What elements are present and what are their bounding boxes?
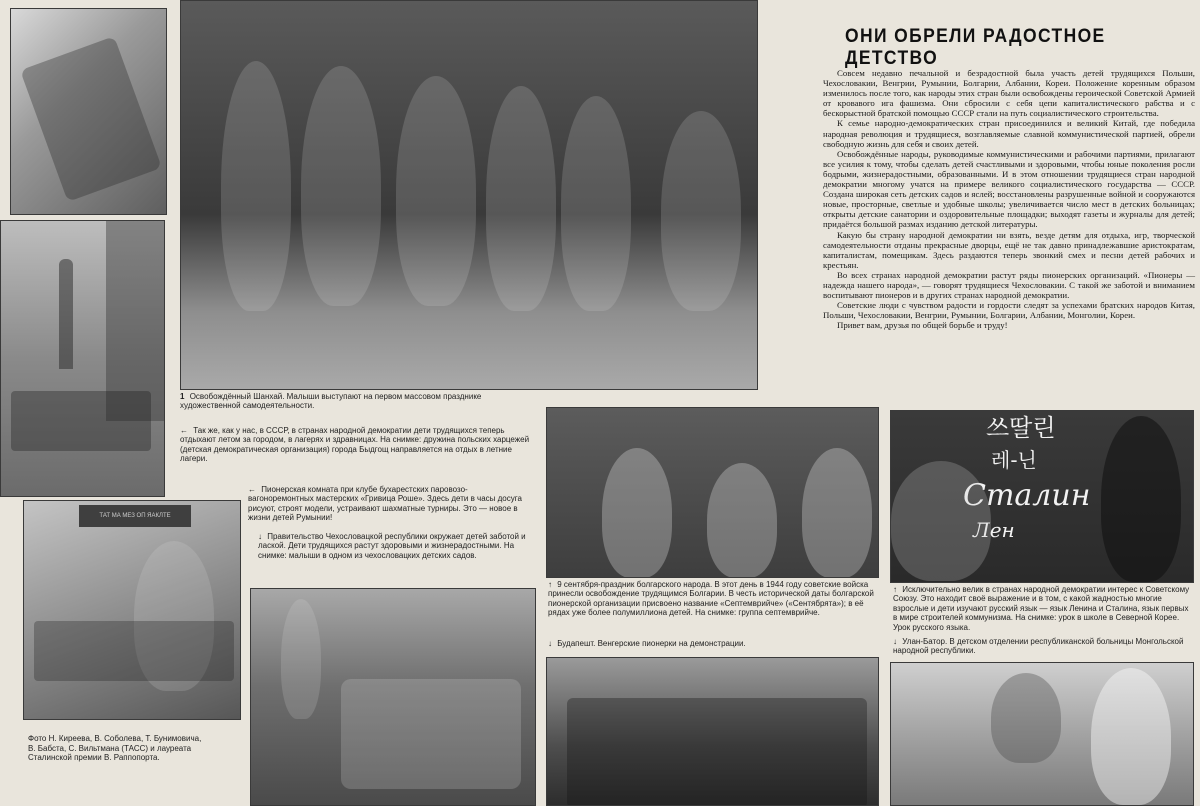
photo-budapest-demonstration xyxy=(546,657,879,806)
article-paragraph: Освобождённые народы, руководимые коммунистическими и рабочими партиями, прилагают все усилия к тому, чтобы сделать детей счастливыми и здоровыми, чтобы юные поколения росли бодрыми, жизнерадостными, образованными. И в этом отношении трудящиеся стран народной демократии многому учатся на примере великого социалистического государства — СССР. Создана широкая сеть детских садов и яслей; восстановлены разрушенные войной и сооружаются новые, просторные, светлые и удобные школы; увеличивается число мест в детских больницах; открыты детские санатории и оздоровительные площадки; выходят газеты и журналы для детей; придаётся большой размах изданию детской литературы. xyxy=(823,148,1195,230)
photo-shanghai-children xyxy=(180,0,758,390)
photo-poland-street xyxy=(0,220,165,497)
arrow-down-icon: ↓ xyxy=(258,532,262,541)
arrow-left-icon: ← xyxy=(248,485,256,494)
chalk-russian-stalin: Сталин xyxy=(963,478,1091,513)
article-paragraph: Советские люди с чувством радости и гордости следят за успехами братских народов Китая, Польши, Чехословакии, Венгрии, Румынии, Болгарии, Албании, Монголии, Кореи. xyxy=(823,300,1195,321)
article-body xyxy=(823,68,1195,330)
caption-korea: ↑ Исключительно велик в странах народной демократии интерес к Советскому Союзу. Это находит своё выражение и в том, с какой жадностью многие взрослые и дети изучают русский язык — язык Ленина и Сталина, язык первых в мире строителей коммунизма. На снимке: урок в школе в Северной Корее. Урок русского языка. xyxy=(893,585,1190,632)
chalk-russian-lenin: Лен xyxy=(973,518,1015,542)
article-paragraph: Во всех странах народной демократии растут ряды пионерских организаций. «Пионеры — надежда нашего народа», — говорят трудящиеся Чехословакии. С такой же заботой и вниманием воспитывают пионеров и в других странах народной демократии. xyxy=(823,269,1195,301)
arrow-up-icon: ↑ xyxy=(893,585,897,594)
caption-shanghai: 1 Освобождённый Шанхай. Малыши выступают на первом массовом празднике художественной самодеятельности. xyxy=(180,392,482,411)
photo-mongolia-hospital xyxy=(890,662,1194,806)
caption-romania: ← Пионерская комната при клубе бухарестских паровозо-вагоноремонтных мастерских «Гривица Роше». Здесь дети в часы досуга рисуют, строят модели, устраивают шахматные турниры. Это — новое в жизни детей Румынии! xyxy=(248,485,522,523)
photo-number-marker: 1 xyxy=(180,392,185,401)
photo-czech-kindergarten xyxy=(250,588,536,806)
caption-czech: ↓ Правительство Чехословацкой республики окружает детей заботой и лаской. Дети трудящихся растут здоровыми и жизнерадостными. На снимке: малыши в одном из чехословацких детских садов. xyxy=(258,532,526,560)
caption-mongolia: ↓ Улан-Батор. В детском отделении республиканской больницы Монгольской народной республики. xyxy=(893,637,1184,656)
article-paragraph: Какую бы страну народной демократии ни взять, везде детям для отдыха, игр, творческой самодеятельности отданы прекрасные дворцы, ещё не так давно принадлежавшие аристократам, капиталистам, помещикам. Здесь раздаются теперь звонкий смех и песни детей рабочих и крестьян. xyxy=(823,229,1195,270)
chalk-korean-lenin: 레-닌 xyxy=(991,448,1037,472)
article-paragraph: Совсем недавно печальной и безрадостной была участь детей трудящихся Польши, Чехословакии, Венгрии, Румынии, Болгарии, Албании, Кореи. Положение коренным образом изменилось после того, как народы этих стран были освобождены героической Советской Армией от кровавого ига фашизма. Они сбросили с себя цепи капиталистического рабства и с бескорыстной братской помощью СССР стали на путь социалистического строительства. xyxy=(823,68,1195,119)
arrow-left-icon: ← xyxy=(180,426,188,435)
photo-flags xyxy=(10,8,167,215)
arrow-down-icon: ↓ xyxy=(893,637,897,646)
wall-banner: ТАТ МА МЕЗ ОП ЯАКЛТЕ xyxy=(79,505,191,527)
chalk-korean-stalin: 쓰딸린 xyxy=(986,414,1056,442)
caption-poland: ← Так же, как у нас, в СССР, в странах народной демократии дети трудящихся теперь отдыхают летом за городом, в лагерях и здравницах. На снимке: дружина польских харцежей (детская демократическая организация) города Быдгощ направляется на отдых в летние лагери. xyxy=(180,426,530,464)
article-paragraph: Привет вам, друзья по общей борьбе и труду! xyxy=(837,320,1008,331)
arrow-up-icon: ↑ xyxy=(548,580,552,589)
photo-romania-workshop xyxy=(23,500,241,720)
caption-budapest: ↓ Будапешт. Венгерские пионерки на демонстрации. xyxy=(548,639,746,648)
caption-bulgaria: ↑ 9 сентября-праздник болгарского народа. В этот день в 1944 году советские войска принесли освобождение трудящимся Болгарии. В честь исторической даты болгарской пионерской организации присвоено название «Септемврийче» («Сентябрята»); в её рядах уже более полумиллиона детей. На снимке: группа септемврийче. xyxy=(548,580,874,618)
photo-bulgaria-pioneers xyxy=(546,407,879,578)
article-paragraph: К семье народно-демократических стран присоединился и великий Китай, где победила народная революция и трудящиеся, возглавляемые славной коммунистической партией, обрели свободную жизнь для себя и своих детей. xyxy=(823,118,1195,149)
article-title: ОНИ ОБРЕЛИ РАДОСТНОЕ ДЕТСТВО xyxy=(845,26,1106,69)
photo-credits: Фото Н. Киреева, В. Соболева, Т. Бунимовича, В. Бабста, С. Вильтмана (ТАСС) и лауреата Сталинской премии В. Раппопорта. xyxy=(28,734,202,763)
photo-korea-lesson xyxy=(890,410,1194,583)
arrow-down-icon: ↓ xyxy=(548,639,552,648)
